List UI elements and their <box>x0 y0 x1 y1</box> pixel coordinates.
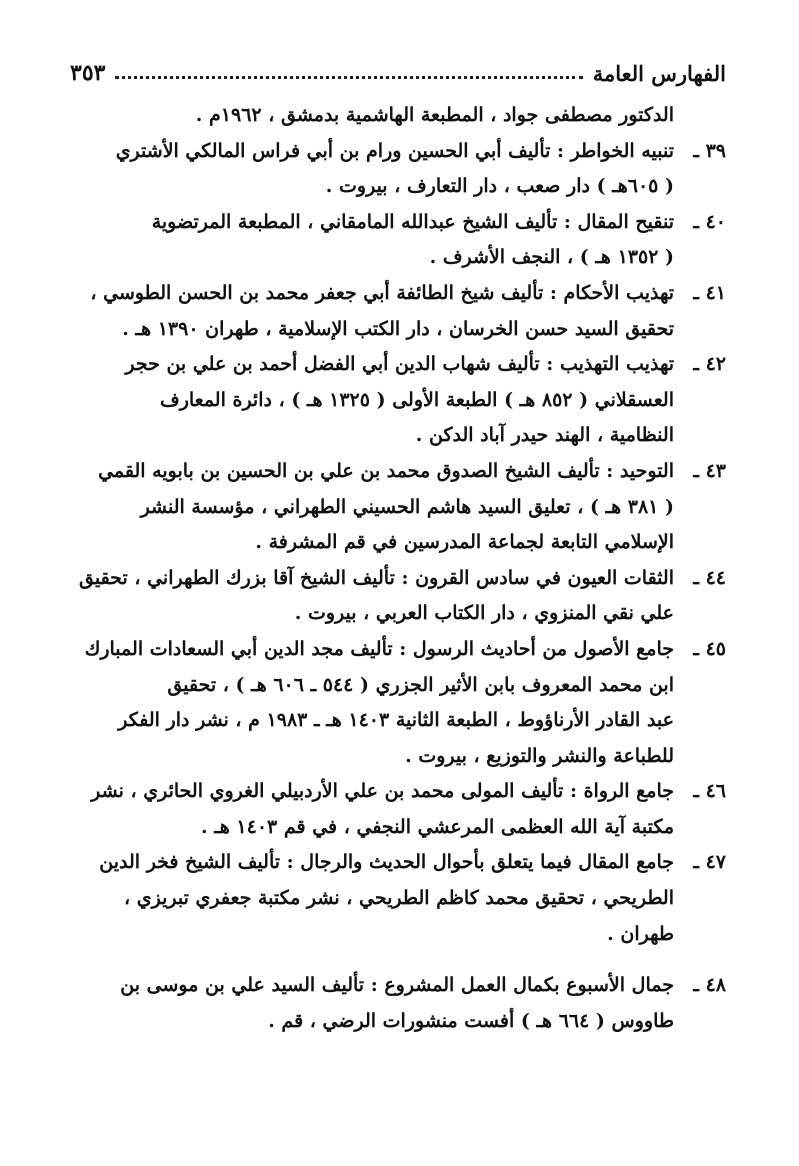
bibliography-entry <box>70 454 726 561</box>
entry-line: الدكتور مصطفى جواد ، المطبعة الهاشمية بدمشق ، ١٩٦٢م . <box>195 104 674 126</box>
entry-line: جامع الرواة : تأليف المولى محمد بن علي الأردبيلي الغروي الحائري ، نشر <box>91 780 674 803</box>
bibliography-entry <box>70 845 726 952</box>
entry-line: علي نقي المنزوي ، دار الكتاب العربي ، بيروت . <box>294 602 674 625</box>
entry-line: العسقلاني ( ٨٥٢ هـ ) الطبعة الأولى ( ١٣٢٥ هـ ) ، دائرة المعارف <box>160 388 674 411</box>
entry-line: جامع الأصول من أحاديث الرسول : تأليف مجد الدين أبي السعادات المبارك <box>84 637 674 660</box>
entry-line: تهذيب الأحكام : تأليف شيخ الطائفة أبي جعفر محمد بن الحسن الطوسي ، <box>90 281 674 304</box>
entry-continuation <box>70 98 726 134</box>
entry-line: جمال الأسبوع بكمال العمل المشروع : تأليف السيد علي بن موسى بن <box>120 974 674 997</box>
entry-line: تنقيح المقال : تأليف الشيخ عبدالله المامقاني ، المطبعة المرتضوية <box>151 210 674 233</box>
entry-line: للطباعة والنشر والتوزيع ، بيروت . <box>405 744 674 767</box>
bibliography-entry <box>70 347 726 454</box>
entry-number: ٤٤ ـ <box>693 566 726 589</box>
entry-line: تهذيب التهذيب : تأليف شهاب الدين أبي الفضل أحمد بن علي بن حجر <box>125 353 674 376</box>
bibliography-entry <box>70 134 726 205</box>
entry-number: ٤٢ ـ <box>693 353 726 376</box>
bibliography-entry <box>70 632 726 774</box>
entry-line: ( ٦٠٥هـ ) دار صعب ، دار التعارف ، بيروت . <box>325 175 674 198</box>
entry-line: ابن محمد المعروف بابن الأثير الجزري ( ٥٤٤ ـ ٦٠٦ هـ ) ، تحقيق <box>167 673 674 696</box>
entry-line: تحقيق السيد حسن الخرسان ، دار الكتب الإسلامية ، طهران ١٣٩٠ هـ . <box>122 317 674 340</box>
entry-line: ( ٣٨١ هـ ) ، تعليق السيد هاشم الحسيني الطهراني ، مؤسسة النشر <box>140 495 674 518</box>
entry-number: ٤٦ ـ <box>693 780 726 803</box>
entry-line: طاووس ( ٦٦٤ هـ ) أفست منشورات الرضي ، قم . <box>268 1009 674 1032</box>
entry-number: ٤٠ ـ <box>693 210 726 233</box>
entry-line: الثقات العيون في سادس القرون : تأليف الشيخ آقا بزرك الطهراني ، تحقيق <box>78 566 674 589</box>
entry-line: الإسلامي التابعة لجماعة المدرسين في قم المشرفة . <box>255 531 674 554</box>
entry-line: ( ١٣٥٢ هـ ) ، النجف الأشرف . <box>429 246 674 269</box>
entry-line: التوحيد : تأليف الشيخ الصدوق محمد بن علي بن الحسين بن بابويه القمي <box>98 459 674 482</box>
entry-number: ٣٩ ـ <box>693 139 726 162</box>
entry-line: تنبيه الخواطر : تأليف أبي الحسين ورام بن أبي فراس المالكي الأشتري <box>115 139 674 162</box>
page-header <box>70 52 726 86</box>
dot-leader <box>115 76 582 79</box>
page-number: ٣٥٣ <box>70 60 106 86</box>
bibliography-entry <box>70 205 726 276</box>
running-title: الفهارس العامة <box>592 61 726 86</box>
entry-number: ٤٣ ـ <box>693 459 726 482</box>
bibliography-entry <box>70 276 726 347</box>
bibliography-list <box>70 98 726 1039</box>
entry-spacer <box>70 952 726 968</box>
entry-number: ٤٨ ـ <box>693 974 726 997</box>
bibliography-entry <box>70 561 726 632</box>
entry-number: ٤٧ ـ <box>693 851 726 874</box>
entry-line: الطريحي ، تحقيق محمد كاظم الطريحي ، نشر مكتبة جعفري تبريزي ، <box>123 887 674 910</box>
entry-number: ٤١ ـ <box>693 281 726 304</box>
entry-number: ٤٥ ـ <box>693 637 726 660</box>
entry-line: طهران . <box>607 922 674 945</box>
bibliography-entry <box>70 774 726 845</box>
entry-line: جامع المقال فيما يتعلق بأحوال الحديث والرجال : تأليف الشيخ فخر الدين <box>99 851 674 874</box>
entry-line: مكتبة آية الله العظمى المرعشي النجفي ، في قم ١٤٠٣ هـ . <box>200 815 674 838</box>
entry-line: عبد القادر الأرناؤوط ، الطبعة الثانية ١٤٠٣ هـ ـ ١٩٨٣ م ، نشر دار الفكر <box>118 709 674 732</box>
bibliography-entry <box>70 968 726 1039</box>
entry-line: النظامية ، الهند حيدر آباد الدكن . <box>415 424 674 447</box>
